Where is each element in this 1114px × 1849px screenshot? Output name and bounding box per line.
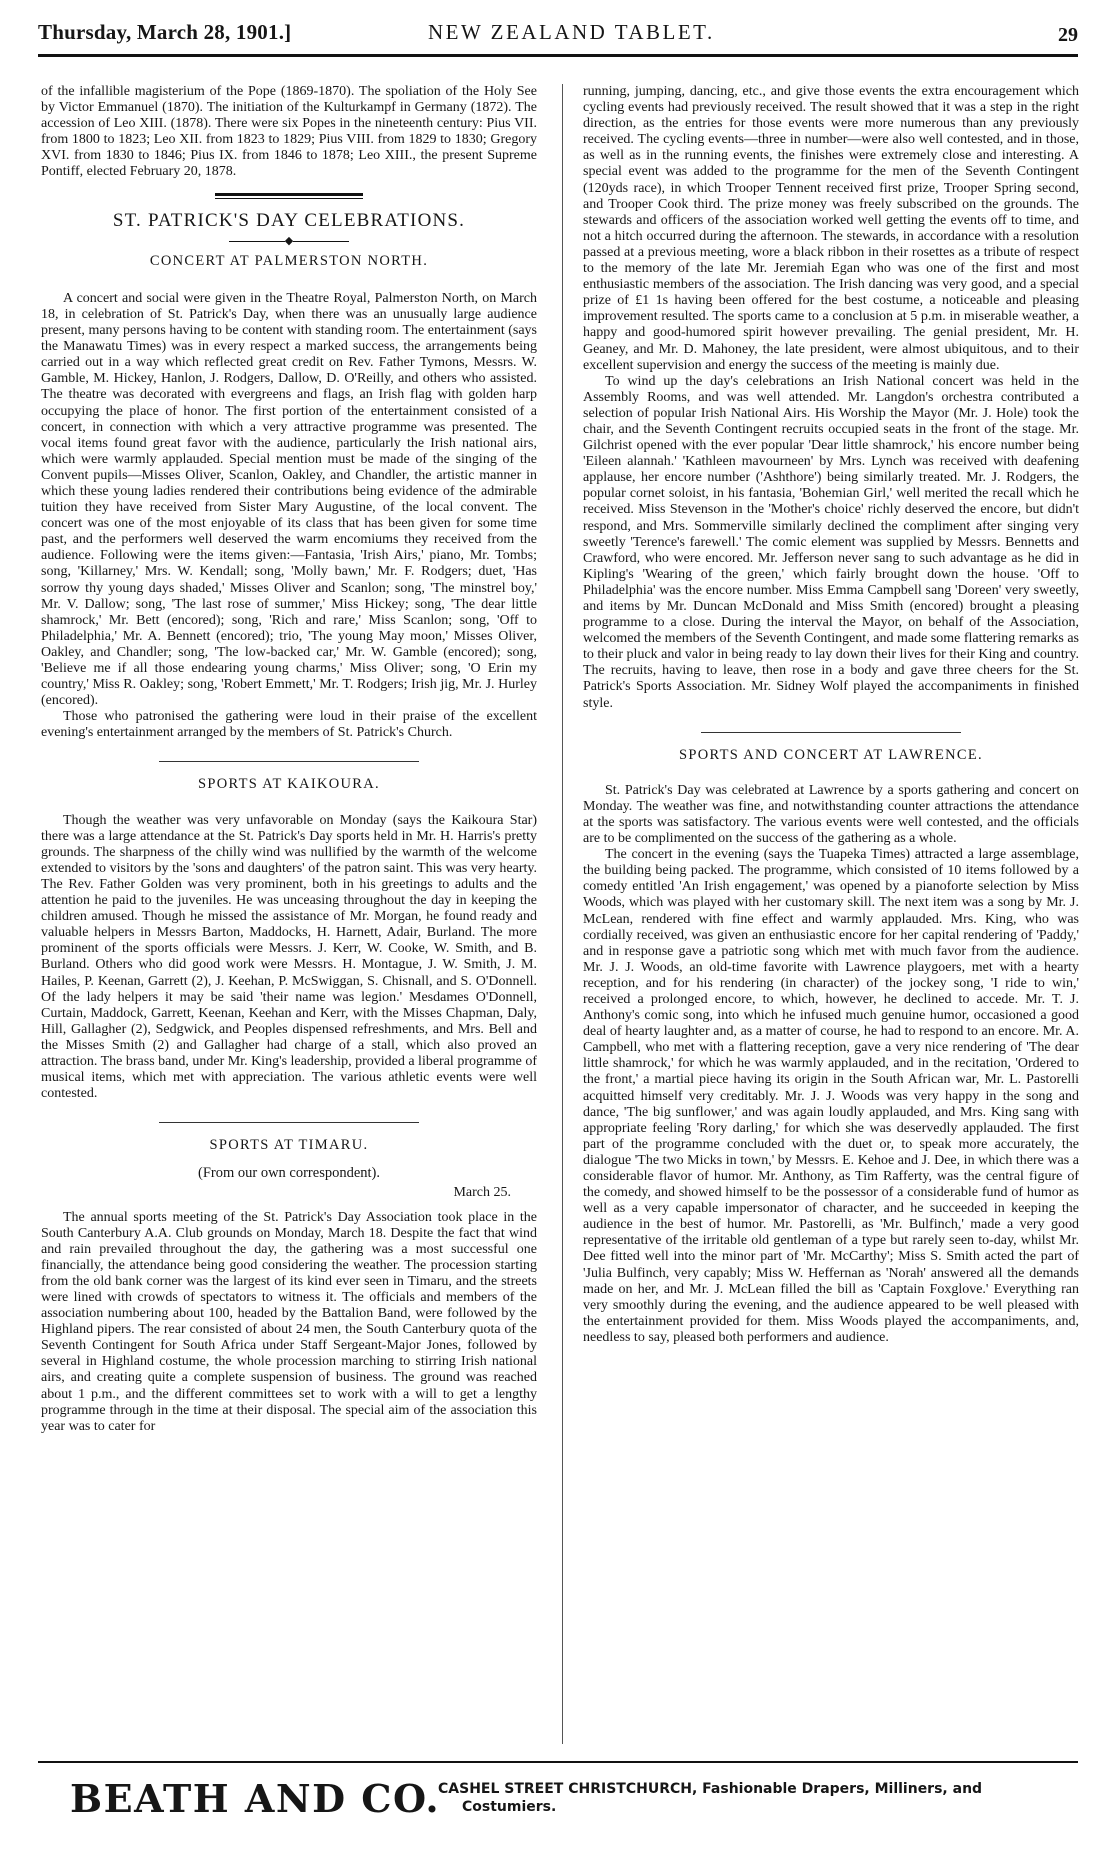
section-separator [159,761,419,762]
section-separator [159,1122,419,1123]
section-heading: SPORTS AND CONCERT AT LAWRENCE. [679,746,983,763]
advertiser-trade: Costumiers. [462,1799,557,1815]
footer-rule [38,1761,1078,1763]
section-divider [215,193,363,199]
article-paragraph: Those who patronised the gathering were loud in their praise of the excellent evening's entertainment arranged by the members of St. Patrick's Church. [41,709,537,741]
article-paragraph: The annual sports meeting of the St. Patrick's Day Association took place in the South Canterbury A.A. Club grounds on Monday, March 18. Despite the fact that wind and rain prevailed throughout the day, the gathering was a most successful one financially, the attendance being good considering the weather. The procession starting from the old bank corner was the largest of its kind ever seen in Timaru, and the streets were lined with crowds of spectators to witness it. The officials and members of the association numbering about 100, headed by the Battalion Band, were followed by the Highland pipers. The rear consisted of about 24 men, the South Canterbury quota of the Seventh Contingent for South Africa under Staff Sergeant-Major Jones, followed by several in Highland costume, the whole procession marching to stirring Irish national airs, and creating quite a complete suspension of business. The ground was reached about 1 p.m., and the different committees set to work with a will to get a lengthy programme through in the time at their disposal. The special aim of the association this year was to cater for [41,1209,537,1434]
dateline: March 25. [453,1185,511,1201]
issue-date: Thursday, March 28, 1901.] [38,20,292,44]
masthead [38,16,1078,68]
diamond-ornament: ◆ [41,233,537,249]
continued-paragraph: running, jumping, dancing, etc., and give those events the extra encouragement which cycling events had previously received. The result showed that it was a step in the right direction, as the entries for those events were more numerous than any previously received. The cycling events—three in number—were also well contested, and in those, as well as in the running events, the finishes were extremely close and interesting. A special event was added to the programme for the men of the Seventh Contingent (120yds race), in which Trooper Tennent received first prize, Trooper Spring second, and Trooper Cook third. The prize money was freely subscribed on the grounds. The stewards and officers of the association worked well getting the events off to time, and not a hitch occurred during the afternoon. The stewards, in accordance with a resolution passed at a previous meeting, wore a black ribbon in their rosettes as a tribute of respect to the memory of the late Mr. Jeremiah Egan who was one of the first and most enthusiastic members of the association. The Irish dancing was very good, and a special prize of £1 1s having been offered for the best costume, a noticeable and pleasing improvement resulted. The sports came to a conclusion at 5 p.m. in miserable weather, a happy and good-humored spirit however prevailing. The genial president, Mr. H. Geaney, and Mr. D. Mahoney, the late president, were almost ubiquitous, and to their excellent supervision and energy the success of the meeting is mainly due. [583,84,1079,373]
advertisement-footer [70,1768,1080,1832]
section-heading: SPORTS AT KAIKOURA. [198,776,380,793]
page-number: 29 [1058,24,1078,46]
article-paragraph: To wind up the day's celebrations an Irish National concert was held in the Assembly Rooms, and was well attended. Mr. Langdon's orchestra contributed a selection of popular Irish National Airs. His Worship the Mayor (Mr. J. Hole) took the chair, and the Seventh Contingent recruits occupied seats in the front of the stage. Mr. Gilchrist opened with the ever popular 'Dear little shamrock,' his encore number being 'Eileen alannah.' 'Kathleen mavourneen' by Mrs. Lynch was received with deafening applause, her encore number ('Ashthore') being similarly treated. Mr. J. Rodgers, the popular cornet soloist, in his fantasia, 'Bohemian Girl,' well merited the recall which he received. Miss Stevenson in the 'Mother's choice' richly deserved the encore, but didn't respond, and Mrs. Sommerville similarly declined the compliment after singing very sweetly 'Terence's farewell.' The comic element was supplied by Messrs. Bennetts and Crawford, who were encored. Mr. Jefferson never sang to such advantage as he did in Kipling's 'Wearing of the green,' which fairly brought down the house. 'Off to Philadelphia' was the encore number. Miss Emma Campbell sang 'Doreen' very sweetly, and items by Mr. Duncan McDonald and Miss Smith (encored) brought a pleasing programme to a close. During the interval the Mayor, on behalf of the Association, welcomed the members of the Seventh Contingent, and made some flattering remarks as to their pluck and valor in being ready to lay down their lives for their King and country. The recruits, having to leave, then rose in a body and gave three cheers for the St. Patrick's Sports Association. Mr. Sidney Wolf played the accompaniments in finished style. [583,373,1079,711]
masthead-rule [38,54,1078,57]
left-column [41,84,537,1744]
article-heading: ST. PATRICK'S DAY CELEBRATIONS. [112,209,466,231]
byline: (From our own correspondent). [197,1165,380,1182]
advertiser-details [438,1780,1078,1816]
newspaper-title: NEW ZEALAND TABLET. [428,20,715,44]
article-subheading: CONCERT AT PALMERSTON NORTH. [149,252,429,269]
article-paragraph: A concert and social were given in the Theatre Royal, Palmerston North, on March 18, in celebration of St. Patrick's Day, when there was an unusually large audience present, many persons having to be content with standing room. The entertainment (says the Manawatu Times) was in every respect a marked success, the arrangements being carried out in a way which reflected great credit on Rev. Father Tymons, Messrs. W. Gamble, M. Hickey, Hanlon, J. Rodgers, Dallow, D. O'Reilly, and others who assisted. The theatre was decorated with evergreens and flags, an Irish flag with golden harp occupying the place of honor. The first portion of the entertainment consisted of a concert, in connection with which a very attractive programme was presented. The vocal items found great favor with the audience, particularly the Irish national airs, which were warmly applauded. Special mention must be made of the singing of the Convent pupils—Misses Oliver, Scanlon, Oakley, and Chandler, the artistic manner in which these young ladies rendered their contributions being evidence of the admirable tuition they have received from Sister Mary Augustine, of the local convent. The concert was one of the most enjoyable of its class that has been given for some time past, and the performers well deserved the warm encomiums they received from the audience. Following were the items given:—Fantasia, 'Irish Airs,' piano, Mr. Tombs; song, 'Killarney,' Mrs. W. Kendall; song, 'Molly bawn,' Mr. F. Rodgers; duet, 'Has sorrow thy young days shaded,' Misses Oliver and Scanlon; song, 'The minstrel boy,' Mr. V. Dallow; song, 'The last rose of summer,' Miss Hickey; song, 'The dear little shamrock,' Mr. Bett (encored); song, 'Rich and rare,' Miss Scanlon; song, 'Off to Philadelphia,' Mr. A. Bennett (encored); trio, 'The young May moon,' Misses Oliver, Oakley, and Chandler; song, 'The low-backed car,' Mr. W. Gamble (encored); song, 'Believe me if all those endearing young charms,' Miss Oliver; song, 'O Erin my country,' Miss R. Oakley; song, 'Robert Emmett,' Mr. T. Rodgers; Irish jig, Mr. J. Hurley (encored). [41,290,537,709]
right-column [583,84,1079,1744]
intro-paragraph: of the infallible magisterium of the Pope (1869-1870). The spoliation of the Holy See by Victor Emmanuel (1870). The initiation of the Kulturkampf in Germany (1872). The accession of Leo XIII. (1878). There were six Popes in the nineteenth century: Pius VII. from 1800 to 1823; Leo XII. from 1823 to 1829; Pius VIII. from 1829 to 1830; Gregory XVI. from 1830 to 1846; Pius IX. from 1846 to 1878; Leo XIII., the present Supreme Pontiff, elected February 20, 1878. [41,84,537,180]
article-paragraph: Though the weather was very unfavorable on Monday (says the Kaikoura Star) there was a large attendance at the St. Patrick's Day sports held in Mr. H. Harris's pretty grounds. The sharpness of the chilly wind was nullified by the warmth of the welcome extended to visitors by the 'sons and daughters' of the patron saint. This was very hearty. The Rev. Father Golden was very prominent, both in his greetings to adults and the attention he paid to the juveniles. He was unceasing throughout the day in keeping the children amused. Though he missed the assistance of Mr. Morgan, he found ready and valuable helpers in Messrs Barton, Maddocks, H. Harnett, Adair, Burland. The more prominent of the sports officials were Messrs. J. Kerr, W. Cooke, W. Smith, and B. Burland. Others who did good work were Messrs. H. Montague, J. W. Smith, J. M. Hailes, P. Keenan, Garrett (2), J. Keehan, P. McSwiggan, S. Chisnall, and S. O'Donnell. Of the lady helpers it may be said 'their name was legion.' Mesdames O'Donnell, Curtain, Maddock, Garrett, Keenan, Keehan and Kerr, with the Misses Chapman, Daly, Hill, Gallagher (2), Sedgwick, and Peoples dispensed refreshments, and Mrs. Bell and the Misses Smith (2) and Gallagher had charge of a stall, which also proved an attraction. The brass band, under Mr. King's leadership, provided a liberal programme of musical items, which met with appreciation. The various athletic events were well contested. [41,812,537,1102]
advertiser-name: BEATH AND CO. [70,1776,441,1821]
section-heading: SPORTS AT TIMARU. [209,1137,369,1154]
article-paragraph: The concert in the evening (says the Tuapeka Times) attracted a large assemblage, the building being packed. The programme, which consisted of 10 items followed by a comedy entitled 'An Irish engagement,' was opened by a pianoforte selection by Miss Woods, which was played with her customary skill. The next item was a song by Mr. J. McLean, rendered with fine effect and warmly applauded. Mrs. King, who was cordially received, was given an enthusiastic encore for her capital rendering of 'Paddy,' and in response gave a patriotic song which met with much favor from the audience. Mr. J. J. Woods, an old-time favorite with Lawrence playgoers, met with a hearty reception, and for his rendering (in character) of the jockey song, 'I ride to win,' received a prolonged encore, to which, however, he declined to accede. Mr. T. J. Anthony's comic song, into which he infused much genuine humor, occasioned a good deal of hearty laughter and, as a matter of course, he had to respond to an encore. Mr. A. Campbell, who met with a flattering reception, gave a very nice rendering of 'The dear little shamrock,' for which he was warmly applauded, and in the recitation, 'Ordered to the front,' a martial piece having its origin in the South African war, Mr. L. Pastorelli acquitted himself very creditably. Mr. J. J. Woods was very happy in the song and dance, 'The big sunflower,' and was again loudly applauded, and Mrs. King sang with appropriate feeling 'Rory darling,' for which she was deservedly applauded. The first part of the programme concluded with the duet or, to speak more accurately, the dialogue 'The two Micks in town,' by Messrs. E. Kehoe and J. Dee, in which there was a considerable flavor of humor. Mr. Anthony, as Tim Rafferty, was the central figure of the comedy, and showed himself to be the possessor of a considerable fund of humor as well as a very capable impersonator of character, and he succeeded in keeping the audience in the best of humor. Mr. Pastorelli, as 'Mr. Bulfinch,' made a very good representative of the irritable old gentleman of a type but rarely seen to-day, whilst Mr. Dee fitted well into the minor part of 'Mr. McCarthy'; Miss S. Smith acted the part of 'Julia Bulfinch, very capably; Miss W. Heffernan as 'Norah' answered all the demands made on her, and Mr. J. McLean filled the bill as 'Captain Foxglove.' Everything ran very smoothly during the evening, and the audience appeared to be well pleased with the entertainment provided for them. Miss Woods played the accompaniments, and, needless to say, pleased both performers and audience. [583,847,1079,1345]
column-divider [562,84,563,1744]
article-paragraph: St. Patrick's Day was celebrated at Lawrence by a sports gathering and concert on Monday. The weather was fine, and notwithstanding counter attractions the attendance at the sports was satisfactory. The various events were well contested, and the officials are to be complimented on the success of the gathering as a whole. [583,782,1079,847]
section-separator [701,732,961,733]
advertiser-address: CASHEL STREET CHRISTCHURCH, Fashionable Drapers, Milliners, and [438,1781,983,1797]
